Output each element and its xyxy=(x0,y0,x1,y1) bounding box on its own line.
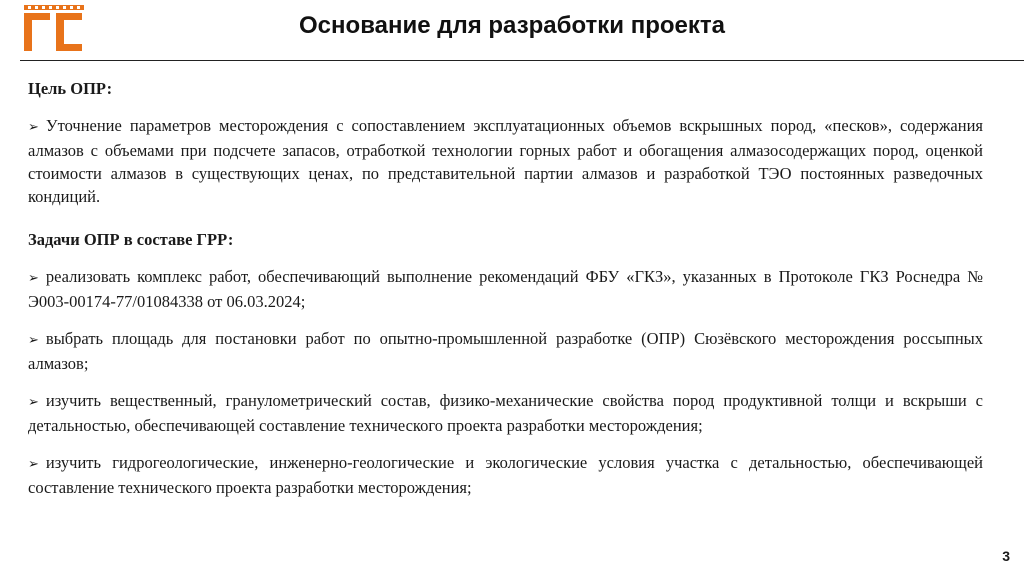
page-number: 3 xyxy=(1002,548,1010,564)
arrow-bullet-icon: ➢ xyxy=(28,395,39,410)
goal-item xyxy=(28,114,983,208)
header-divider xyxy=(20,60,1024,61)
task-item xyxy=(28,327,983,375)
task-item-text: изучить гидрогеологические, инженерно-геологические и экологические условия участка с детальностью, обеспечивающей составление технического проекта разработки месторождения; xyxy=(28,453,983,497)
goal-heading: Цель ОПР: xyxy=(28,79,113,98)
document-body xyxy=(28,77,983,513)
arrow-bullet-icon: ➢ xyxy=(28,457,39,472)
company-logo xyxy=(24,5,84,51)
task-item-text: выбрать площадь для постановки работ по опытно-промышленной разработке (ОПР) Сюзёвского месторождения россыпных алмазов; xyxy=(28,329,983,373)
task-item xyxy=(28,451,983,499)
tasks-heading: Задачи ОПР в составе ГРР: xyxy=(28,230,234,249)
task-item xyxy=(28,389,983,437)
logo-mark xyxy=(24,5,84,51)
arrow-bullet-icon: ➢ xyxy=(28,333,39,348)
task-item-text: изучить вещественный, гранулометрический состав, физико-механические свойства пород продуктивной толщи и вскрыши с детальностью, обеспечивающей составление технического проекта разработки месторождения; xyxy=(28,391,983,435)
arrow-bullet-icon: ➢ xyxy=(28,271,39,286)
arrow-bullet-icon: ➢ xyxy=(28,120,39,135)
goal-item-text: Уточнение параметров месторождения с сопоставлением эксплуатационных объемов вскрышных пород, «песков», содержания алмазов с объемами при подсчете запасов, отработкой технологии горных работ и обогащения алмазосодержащих пород, оценкой стоимости алмазов в существующих ценах, по представительной партии алмазов и разработкой ТЭО постоянных разведочных кондиций. xyxy=(28,116,983,206)
page-title: Основание для разработки проекта xyxy=(299,12,725,39)
task-item-text: реализовать комплекс работ, обеспечивающий выполнение рекомендаций ФБУ «ГКЗ», указанных в Протоколе ГКЗ Роснедра № Э003-00174-77/01084338 от 06.03.2024; xyxy=(28,267,983,311)
task-item xyxy=(28,265,983,313)
